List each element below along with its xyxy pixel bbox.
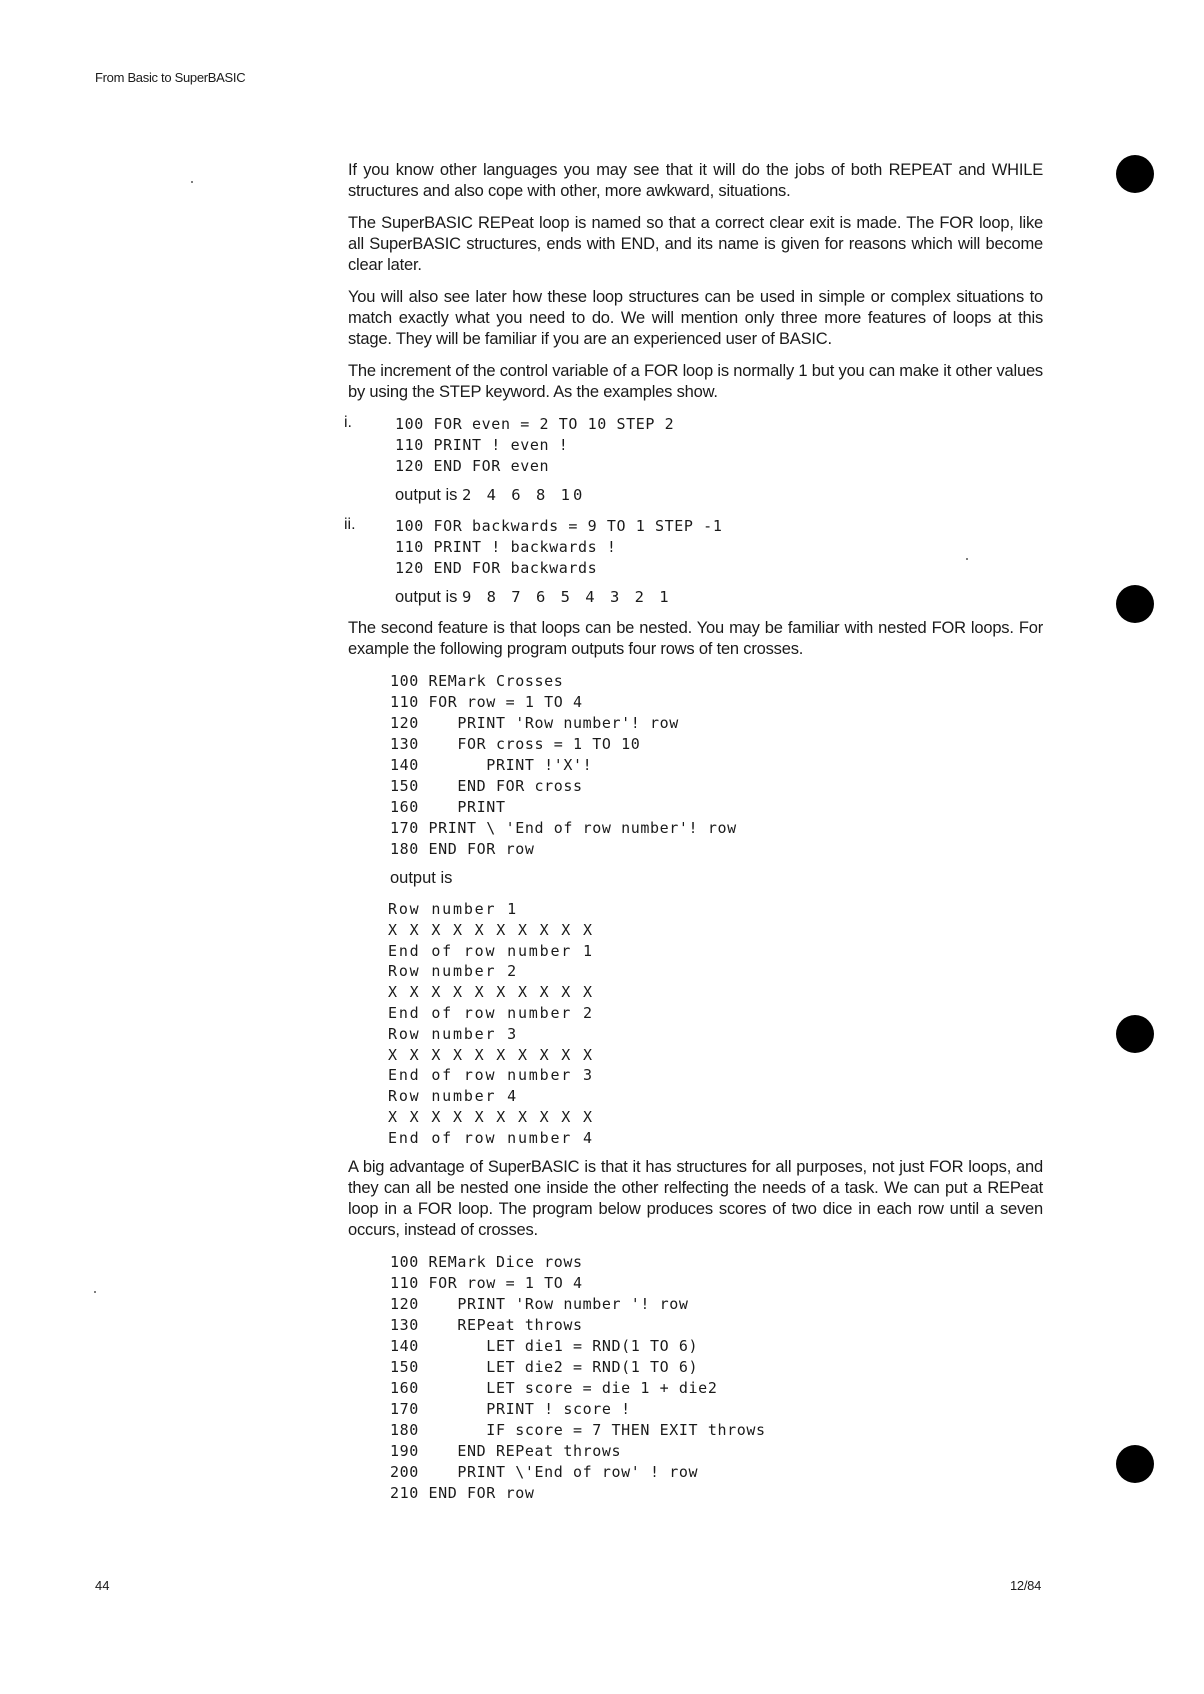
example-label: ii. [344, 516, 356, 533]
page-date-code: 12/84 [1010, 1578, 1042, 1593]
running-header: From Basic to SuperBASIC [95, 70, 246, 85]
scan-speck [191, 181, 193, 183]
scan-speck [94, 1291, 96, 1293]
crosses-program-listing: 100 REMark Crosses 110 FOR row = 1 TO 4 120 PRINT 'Row number'! row 130 FOR cross = 1 TO 10 140 PRINT !'X'! 150 END FOR cross 160 PRINT 170 PRINT \ 'End of row number'! row 180 END FOR row [390, 672, 737, 858]
paragraph-repeat-loop: The SuperBASIC REPeat loop is named so that a correct clear exit is made. The FOR loop, like all SuperBASIC structures, ends with END, and its name is given for reasons which will become clear later. [348, 214, 1043, 274]
main-text-column [344, 160, 1043, 1510]
example-ii [344, 516, 1043, 608]
example-output [395, 485, 1043, 506]
paragraph-nested-loops: The second feature is that loops can be nested. You may be familiar with nested FOR loops. For example the following program outputs four rows of ten crosses. [348, 619, 1043, 658]
code-listing: 100 FOR backwards = 9 TO 1 STEP -1 110 PRINT ! backwards ! 120 END FOR backwards [395, 517, 723, 577]
code-listing: 100 FOR even = 2 TO 10 STEP 2 110 PRINT ! even ! 120 END FOR even [395, 415, 675, 475]
output-values: 9 8 7 6 5 4 3 2 1 [461, 588, 672, 606]
output-values: 2 4 6 8 10 [461, 486, 586, 504]
crosses-output-text: Row number 1 X X X X X X X X X X End of row number 1 Row number 2 X X X X X X X X X X End of row number 2 Row number 3 X X X X X X X X X X End of row number 3 Row number 4 X X X X X X X X X X End of row number 4 [388, 900, 594, 1147]
paragraph-loop-structures: You will also see later how these loop structures can be used in simple or complex situations to match exactly what you need to do. We will mention only three more features of loops at this stage. They will be familiar if you are an experienced user of BASIC. [348, 288, 1043, 348]
scan-speck [966, 558, 968, 560]
binder-hole-icon [1116, 155, 1154, 193]
binder-hole-icon [1116, 1445, 1154, 1483]
paragraph-intro: If you know other languages you may see that it will do the jobs of both REPEAT and WHILE structures and also cope with other, more awkward, situations. [348, 161, 1043, 200]
binder-hole-icon [1116, 585, 1154, 623]
example-output [395, 587, 1043, 608]
output-prefix: output is [395, 486, 458, 504]
page-number: 44 [95, 1578, 110, 1593]
output-prefix: output is [395, 588, 458, 606]
dice-program-listing: 100 REMark Dice rows 110 FOR row = 1 TO 4 120 PRINT 'Row number '! row 130 REPeat throws 140 LET die1 = RND(1 TO 6) 150 LET die2 = RND(1 TO 6) 160 LET score = die 1 + die2 170 PRINT ! score ! 180 IF score = 7 THEN EXIT throws 190 END REPeat throws 200 PRINT \'End of row' ! row 210 END FOR row [390, 1252, 766, 1502]
paragraph-step-keyword: The increment of the control variable of a FOR loop is normally 1 but you can make it other values by using the STEP keyword. As the examples show. [348, 362, 1043, 401]
example-i [344, 414, 1043, 506]
paragraph-nesting-advantage: A big advantage of SuperBASIC is that it has structures for all purposes, not just FOR loops, and they can all be nested one inside the other relfecting the needs of a task. We can put a REPeat loop in a FOR loop. The program below produces scores of two dice in each row until a seven occurs, instead of crosses. [348, 1157, 1043, 1239]
crosses-output-label: output is [390, 869, 453, 887]
crosses-output [388, 899, 1043, 1149]
binder-hole-icon [1116, 1015, 1154, 1053]
example-label: i. [344, 414, 352, 431]
